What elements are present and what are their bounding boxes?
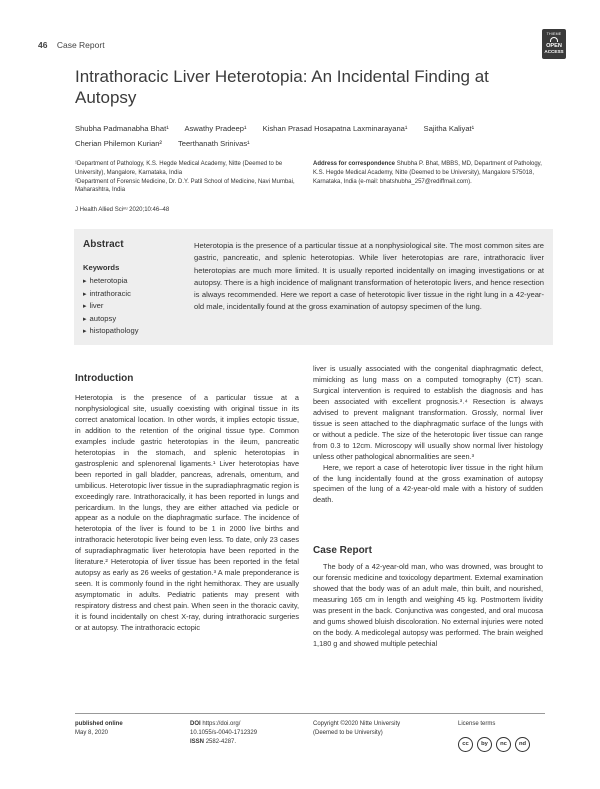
doi-label: DOI	[190, 721, 201, 727]
journal-reference: J Health Allied Sciⁿᵘ 2020;10:46–48	[75, 207, 170, 213]
correspondence	[313, 160, 545, 186]
author: Shubha Padmanabha Bhat¹	[75, 124, 169, 133]
doi-number: 10.1055/s-0040-1712329	[190, 729, 258, 736]
article-title: Intrathoracic Liver Heterotopia: An Incidental Finding at Autopsy	[75, 67, 489, 107]
footer-divider	[75, 713, 545, 714]
doi-block	[190, 720, 257, 746]
author: Sajitha Kaliyat¹	[423, 124, 475, 133]
open-access-badge	[542, 29, 566, 59]
author: Aswathy Pradeep¹	[184, 124, 247, 133]
running-title: Case Report	[56, 40, 105, 50]
abstract-text: Heterotopia is the presence of a particular tissue at a nonphysiological site. The most common sites are gastric, pancreatic, and splenic heterotopias. While liver heterotopias are rare, intrathoracic liver heterotopias are much more limited. It is usually reported incidentally on imaging investigations or at autopsy. There is a high incidence of malignant transformation of heterotopic livers, and hence resection is always recommended. Here we report a case of heterotopic liver tissue in the right lung in a 42-year-old male, incidentally found at the gross examination of autopsy specimen of the lung.	[194, 241, 544, 312]
abstract-box	[74, 229, 553, 345]
introduction-body	[75, 393, 299, 634]
keywords-list	[83, 275, 139, 338]
issn-label: ISSN	[190, 738, 205, 745]
author: Cherian Philemon Kurian²	[75, 139, 162, 148]
attribution-icon[interactable]: by	[477, 737, 492, 752]
copyright-line: Copyright ©2020 Nitte University	[313, 721, 401, 727]
affiliation: ¹Department of Pathology, K.S. Hegde Medical Academy, Nitte (Deemed to be University), Mangalore, Karnataka, India	[75, 161, 283, 176]
correspondence-text: Shubha P. Bhat, MBBS, MD, Department of Pathology, K.S. Hegde Medical Academy, Nitte (Deemed to be University), Mangalore 575018, Karnataka, India (e-mail: bhatshubha_257@rediffmail.com).	[313, 161, 542, 185]
affiliation: ²Department of Forensic Medicine, Dr. D.Y. Patil School of Medicine, Navi Mumbai, Maharashtra, India	[75, 178, 295, 194]
badge-access: ACCESS	[544, 49, 564, 54]
license-icons[interactable]	[458, 737, 530, 752]
keywords-heading: Keywords	[83, 263, 120, 272]
badge-open: OPEN	[546, 43, 562, 49]
keyword: ▸ liver	[83, 300, 139, 313]
doi-link[interactable]: https://doi.org/	[202, 721, 241, 727]
open-lock-icon	[550, 37, 558, 42]
copyright-line: (Deemed to be University)	[313, 729, 383, 736]
publication-date	[75, 720, 123, 738]
keyword: ▸ histopathology	[83, 325, 139, 338]
published-label: published online	[75, 721, 123, 727]
case-report-heading: Case Report	[313, 545, 372, 556]
published-date: May 8, 2020	[75, 729, 109, 736]
badge-publisher: THIEME	[546, 32, 562, 36]
author: Kishan Prasad Hosapatna Laxminarayana¹	[262, 124, 408, 133]
page-number: 46	[38, 40, 48, 50]
no-derivatives-icon[interactable]: nd	[515, 737, 530, 752]
abstract-heading: Abstract	[83, 239, 124, 250]
paragraph: liver is usually associated with the congenital diaphragmatic defect, mimicking as lung mass on a computed tomography (CT) scan. Surgical intervention is required to establish the diagnosis and has been associated with excellent prognosis.³˒⁴ Resection is always advised to prevent malignant transformation. Grossly, normal liver tissue is seen attached to the diaphragmatic surface of the lungs with or without a pedicle. The size of the heterotopic liver tissue can range from 0.3 to 12cm. Microscopy will usually show normal liver histology unless other pathological abnormalities are seen.³	[313, 364, 543, 461]
cc-icon[interactable]: cc	[458, 737, 473, 752]
running-header	[38, 40, 105, 50]
paragraph: The body of a 42-year-old man, who was drowned, was brought to our forensic medicine and toxicology department. External examination showed that the body was of an adult male, thin built, and nourished, measuring 165 cm in length and weighing 45 kg. Postmortem lividity was present in the back. Conjunctiva was congested, and oral mucosa and gums showed bluish discoloration. No external injuries were noted on the body. A medicolegal autopsy was performed. The brain weighed 1,180 g and showed multiple petechial	[313, 562, 543, 648]
introduction-heading: Introduction	[75, 373, 134, 384]
author-list	[75, 121, 545, 151]
keyword: ▸ autopsy	[83, 313, 139, 326]
copyright-block	[313, 720, 400, 738]
license-label: License terms	[458, 721, 496, 727]
paragraph: Here, we report a case of heterotopic liver tissue in the right hilum of the lung incidentally found at the gross examination of autopsy specimen of the lung of a 42-year-old male with a history of sudden death.	[313, 462, 543, 505]
keyword: ▸ heterotopia	[83, 275, 139, 288]
issn-value: 2582-4287.	[205, 738, 237, 745]
noncommercial-icon[interactable]: nc	[496, 737, 511, 752]
keyword: ▸ intrathoracic	[83, 288, 139, 301]
right-column-body	[313, 364, 543, 506]
affiliations	[75, 160, 310, 195]
author: Teerthanath Srinivas¹	[177, 139, 250, 148]
case-report-body	[313, 562, 543, 650]
paragraph: Heterotopia is the presence of a particular tissue at a nonphysiological site, usually coexisting with original tissue in its correct anatomical location. In other words, it implies ectopic tissue, in addition to the retention of the original tissue type. Common examples include gastric heterotopias in the ileum, pancreatic heterotopias in the stomach, and splenic heterotopias in gastrosplenic and splenorenal ligaments.¹ Liver heterotopias have been reported in gall bladder, pancreas, adrenals, omentum, and umbilicus. Heterotopic liver tissue in the supradiaphragmatic region is exceedingly rare. Intrathoracically, it has been reported in lungs and pericardium. In the lungs, they are either attached via pedicle or appear as a nodule on the diaphragmatic surface. The incidence of heterotopia of the liver is found to be 1 in 2000 live births and intrathoracic heterotopic liver being even less. To date, only 23 cases of supradiaphragmatic liver heterotopia have been reported in the literature.² Heterotopia of liver tissue has been reported in the fetal autopsy as early as 26 weeks of gestation.³ A male preponderance is seen. It is commonly found in the right hemithorax. They are usually asymptomatic in adults. Pediatric patients may present with respiratory distress and chest pain. When seen in the thoracic cavity, it is found incidentally on chest X-ray, during intrathoracic surgeries or at autopsy. The intrathoracic ectopic	[75, 393, 299, 633]
correspondence-label: Address for correspondence	[313, 161, 396, 167]
